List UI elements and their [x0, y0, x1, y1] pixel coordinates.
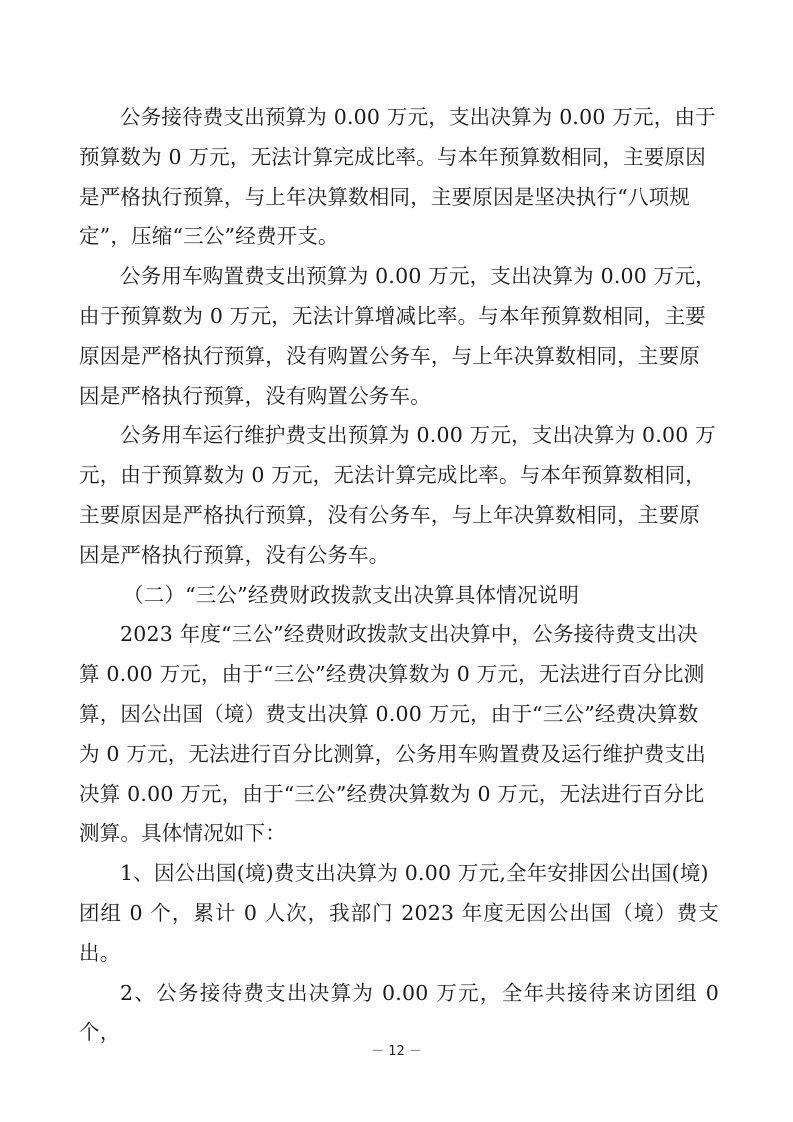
paragraph-reception-expense: 公务接待费支出预算为 0.00 万元，支出决算为 0.00 万元，由于 预算数为 0 万元，无法计算完成比率。与本年预算数相同，主要原因 是严格执行预算，与上年决算数相同，主要原因是坚决执行“八项规 定”，压缩“三公”经费开支。: [79, 105, 716, 249]
document-body: [79, 98, 719, 1053]
page-number: － 12 －: [371, 1044, 422, 1059]
paragraph-item-1: 1、因公出国(境)费支出决算为 0.00 万元,全年安排因公出国(境) 团组 0 个，累计 0 人次，我部门 2023 年度无因公出国（境）费支出。: [79, 861, 719, 965]
paragraph-item-2: 2、公务接待费支出决算为 0.00 万元，全年共接待来访团组 0 个，: [79, 980, 719, 1045]
section-heading: （二）“三公”经费财政拨款支出决算具体情况说明: [123, 582, 580, 607]
paragraph-vehicle-purchase: 公务用车购置费支出预算为 0.00 万元，支出决算为 0.00 万元， 由于预算数为 0 万元，无法计算增减比率。与本年预算数相同，主要 原因是严格执行预算，没有购置公务车，与上年决算数相同，主要原 因是严格执行预算，没有购置公务车。: [79, 264, 716, 408]
paragraph-summary: 2023 年度“三公”经费财政拨款支出决算中，公务接待费支出决 算 0.00 万元，由于“三公”经费决算数为 0 万元，无法进行百分比测 算，因公出国（境）费支出决算 0.00 万元，由于“三公”经费决算数 为 0 万元，无法进行百分比测算，公务用车购置费及运行维护费支出 决算 0.00 万元，由于“三公”经费决算数为 0 万元，无法进行百分比 测算。具体情况如下：: [79, 622, 706, 846]
paragraph-vehicle-maintenance: 公务用车运行维护费支出预算为 0.00 万元，支出决算为 0.00 万 元，由于预算数为 0 万元，无法计算完成比率。与本年预算数相同， 主要原因是严格执行预算，没有公务车，与上年决算数相同，主要原 因是严格执行预算，没有公务车。: [79, 423, 716, 567]
